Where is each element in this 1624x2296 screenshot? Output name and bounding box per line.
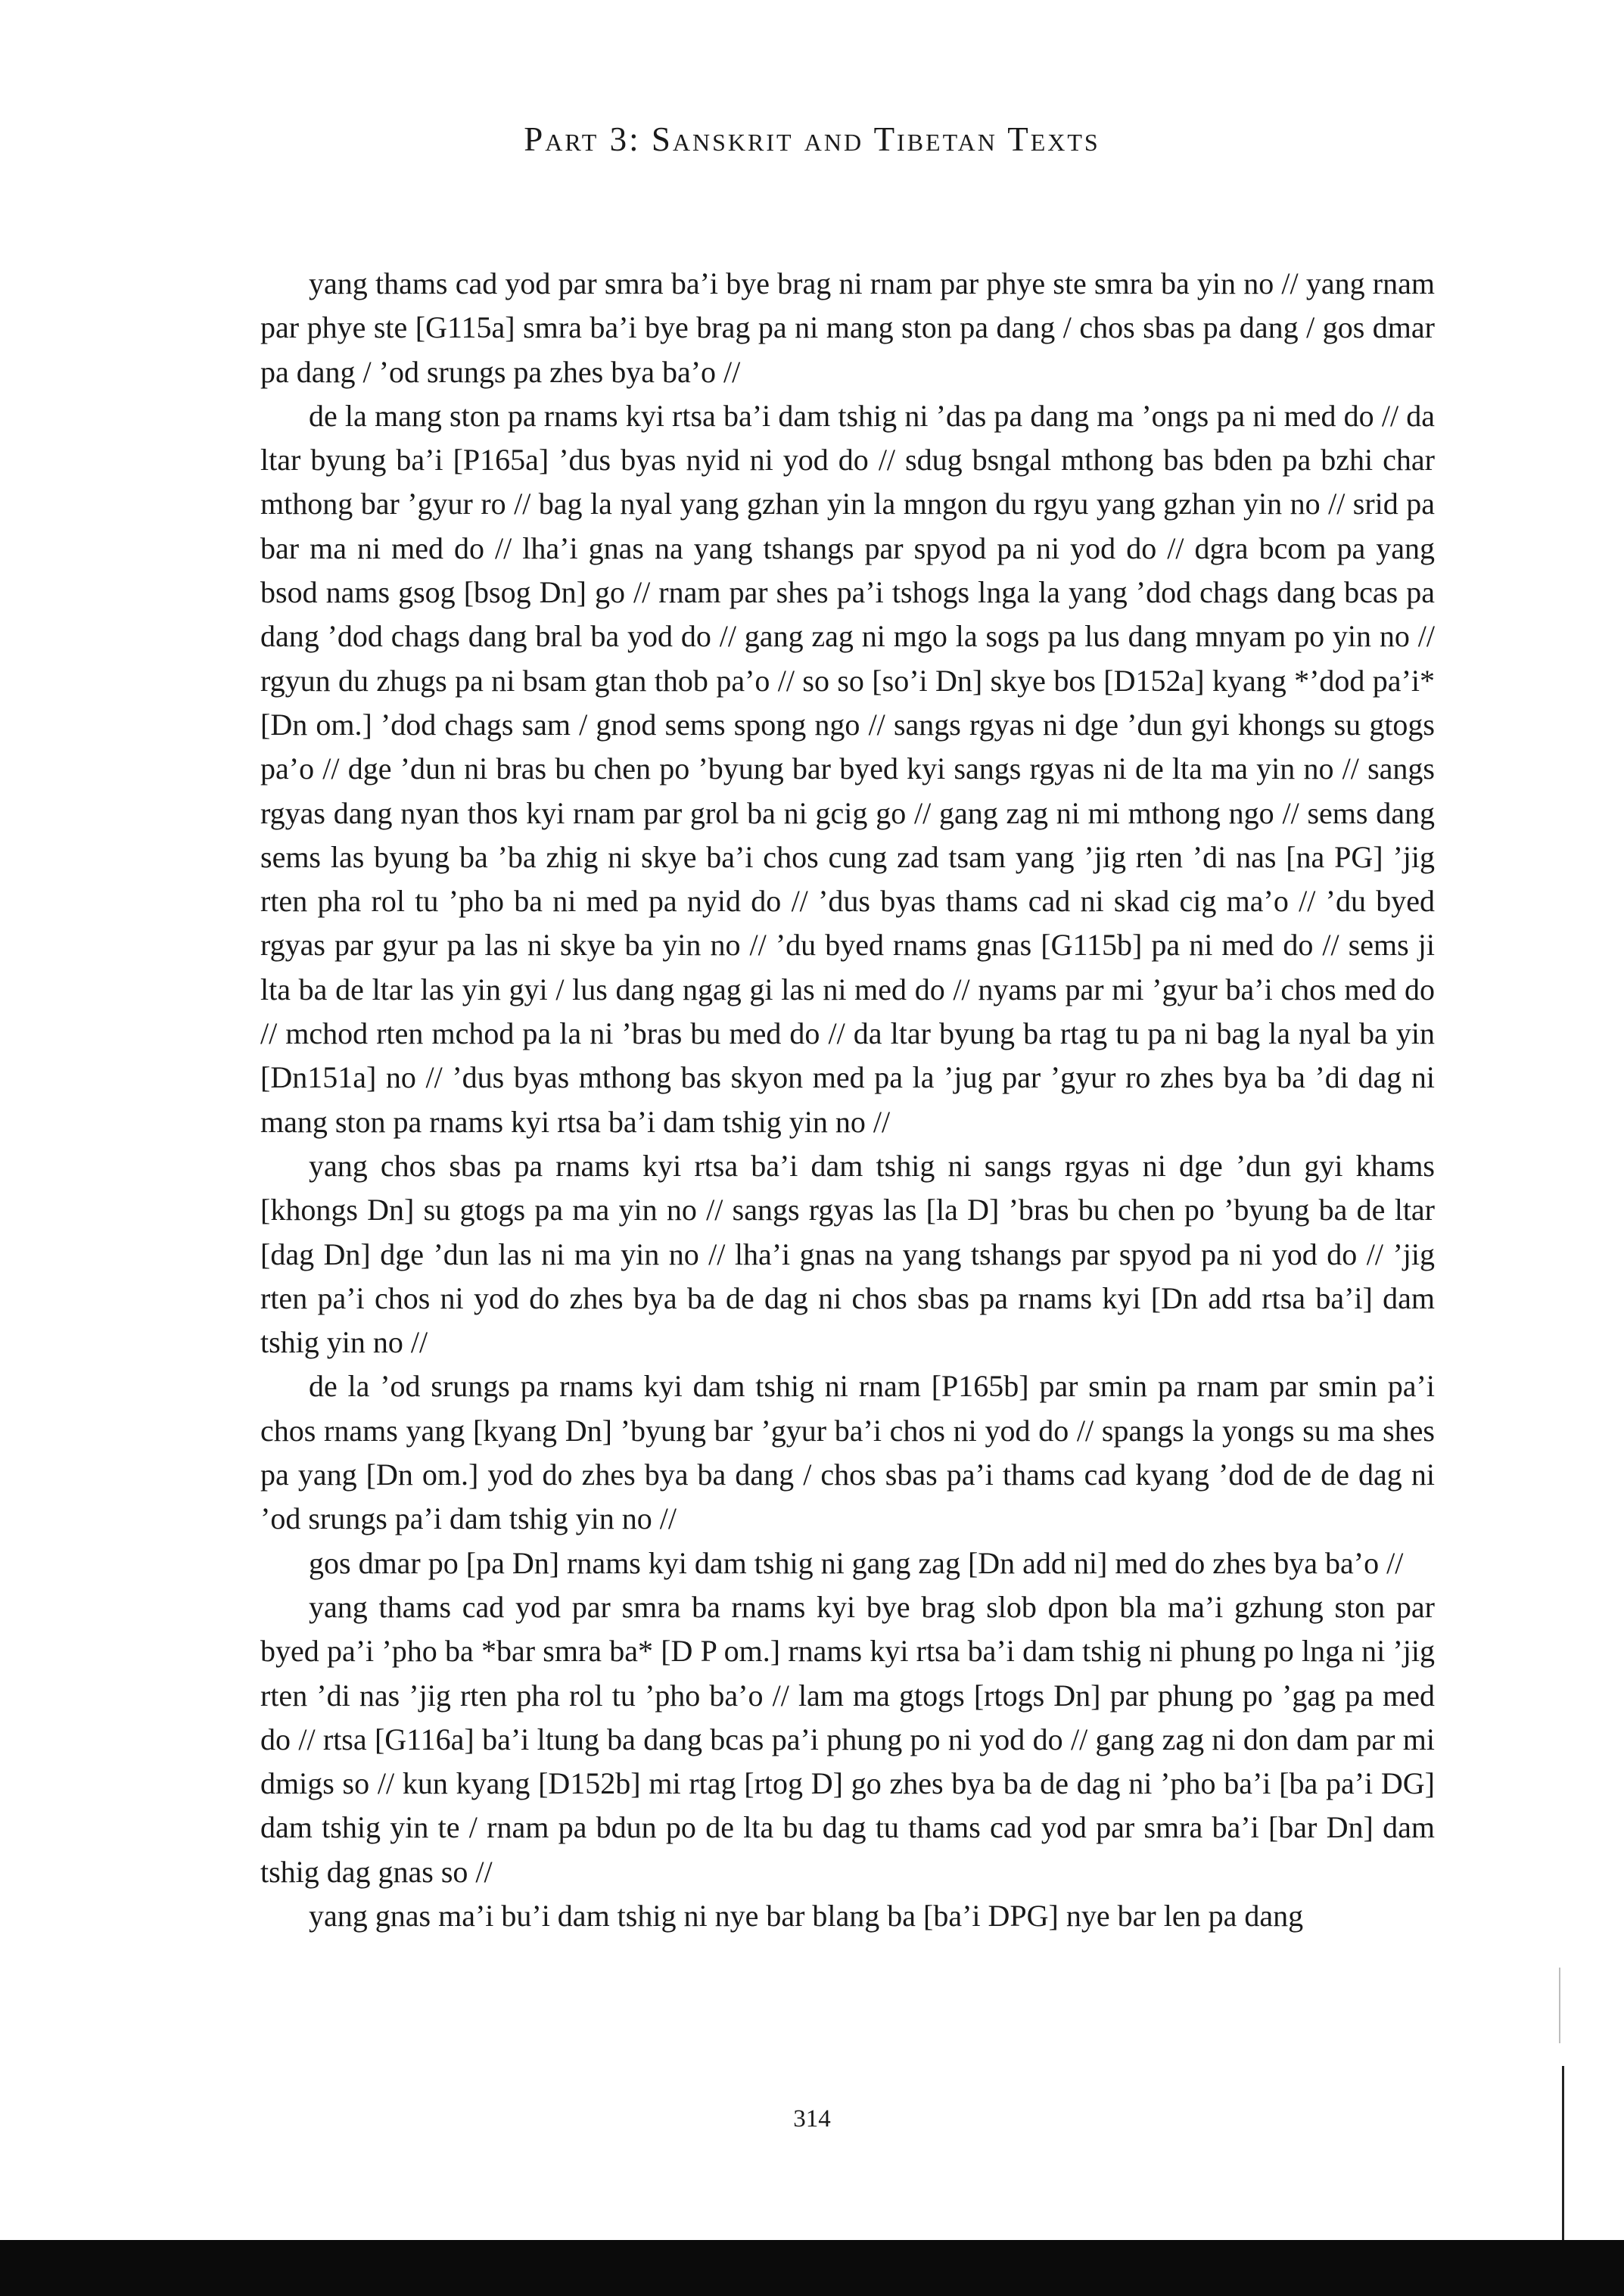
running-header: Part 3: Sanskrit and Tibetan Texts (524, 120, 1100, 158)
paragraph-7: yang gnas ma’i bu’i dam tshig ni nye bar blang ba [ba’i DPG] nye bar len pa dang (309, 1898, 1304, 1933)
paragraph-2: de la mang ston pa rnams kyi rtsa ba’i dam tshig ni ’das pa dang ma ’ongs pa ni med do // da ltar byung ba’i [P165a] ’dus byas nyid ni yod do // sdug bsngal mthong bas bden pa bzhi char mthong bar ’gyur ro // bag la nyal yang gzhan yin la mngon du rgyu yang gzhan yin no // srid pa bar ma ni med do // lha’i gnas na yang tshangs par spyod pa ni yod do // dgra bcom pa yang bsod nams gsog [bsog Dn] go // rnam par shes pa’i tshogs lnga la yang ’dod chags dang bcas pa dang ’dod chags dang bral ba yod do // gang zag ni mgo la sogs pa lus dang mnyam po yin no // rgyun du zhugs pa ni bsam gtan thob pa’o // so so [so’i Dn] skye bos [D152a] kyang *’dod pa’i* [Dn om.] ’dod chags sam / gnod sems spong ngo // sangs rgyas ni dge ’dun gyi khongs su gtogs pa’o // dge ’dun ni bras bu chen po ’byung bar byed kyi sangs rgyas ni de lta ma yin no // sangs rgyas dang nyan thos kyi rnam par grol ba ni gcig go // gang zag ni mi mthong ngo // sems dang sems las byung ba ’ba zhig ni skye ba’i chos cung zad tsam yang ’jig rten ’di nas [na PG] ’jig rten pha rol tu ’pho ba ni med pa nyid do // ’dus byas thams cad ni skad cig ma’o // ’du byed rgyas par gyur pa las ni skye ba yin no // ’du byed rnams gnas [G115b] pa ni med do // sems ji lta ba de ltar las yin gyi / lus dang ngag gi las ni med do // nyams par mi ’gyur ba’i chos med do // mchod rten mchod pa la ni ’bras bu med do // da ltar byung ba rtag tu pa ni bag la nyal ba yin [Dn151a] no // ’dus byas mthong bas skyon med pa la ’jug par ’gyur ro zhes bya ba ’di dag ni mang ston pa rnams kyi rtsa ba’i dam tshig yin no // (260, 398, 1435, 1139)
scan-margin-mark (1559, 1968, 1560, 2043)
paragraph-4: de la ’od srungs pa rnams kyi dam tshig ni rnam [P165b] par smin pa rnam par smin pa’i chos rnams yang [kyang Dn] ’byung bar ’gyur ba’i chos ni yod do // spangs la yongs su ma shes pa yang [Dn om.] yod do zhes bya ba dang / chos sbas pa’i thams cad kyang ’dod de de dag ni ’od srungs pa’i dam tshig yin no // (260, 1369, 1435, 1536)
main-text (260, 262, 1435, 1938)
scan-margin-line (1562, 2066, 1564, 2242)
paragraph-6: yang thams cad yod par smra ba rnams kyi bye brag slob dpon bla ma’i gzhung ston par byed pa’i ’pho ba *bar smra ba* [D P om.] rnams kyi rtsa ba’i dam tshig ni phung po lnga ni ’jig rten ’di nas ’jig rten pha rol tu ’pho ba’o // lam ma gtogs [rtogs Dn] par phung po ’gag pa med do // rtsa [G116a] ba’i ltung ba dang bcas pa’i phung po ni yod do // gang zag ni don dam par mi dmigs so // kun kyang [D152b] mi rtag [rtog D] go zhes bya ba de dag ni ’pho ba’i [ba pa’i DG] dam tshig yin te / rnam pa bdun po de lta bu dag tu thams cad yod par smra ba’i [bar Dn] dam tshig dag gnas so // (260, 1589, 1435, 1889)
paragraph-1: yang thams cad yod par smra ba’i bye brag ni rnam par phye ste smra ba yin no // yang rnam par phye ste [G115a] smra ba’i bye brag pa ni mang ston pa dang / chos sbas pa dang / gos dmar pa dang / ’od srungs pa zhes bya ba’o // (260, 266, 1435, 389)
scan-bottom-edge (0, 2240, 1624, 2296)
paragraph-5: gos dmar po [pa Dn] rnams kyi dam tshig ni gang zag [Dn add ni] med do zhes bya ba’o // (309, 1545, 1404, 1580)
page-number: 314 (793, 2105, 831, 2133)
paragraph-3: yang chos sbas pa rnams kyi rtsa ba’i dam tshig ni sangs rgyas ni dge ’dun gyi khams [khongs Dn] su gtogs pa ma yin no // sangs rgyas las [la D] ’bras bu chen po ’byung ba de ltar [dag Dn] dge ’dun las ni ma yin no // lha’i gnas na yang tshangs par spyod pa ni yod do // ’jig rten pa’i chos ni yod do zhes bya ba de dag ni chos sbas pa rnams kyi [Dn add rtsa ba’i] dam tshig yin no // (260, 1148, 1435, 1360)
